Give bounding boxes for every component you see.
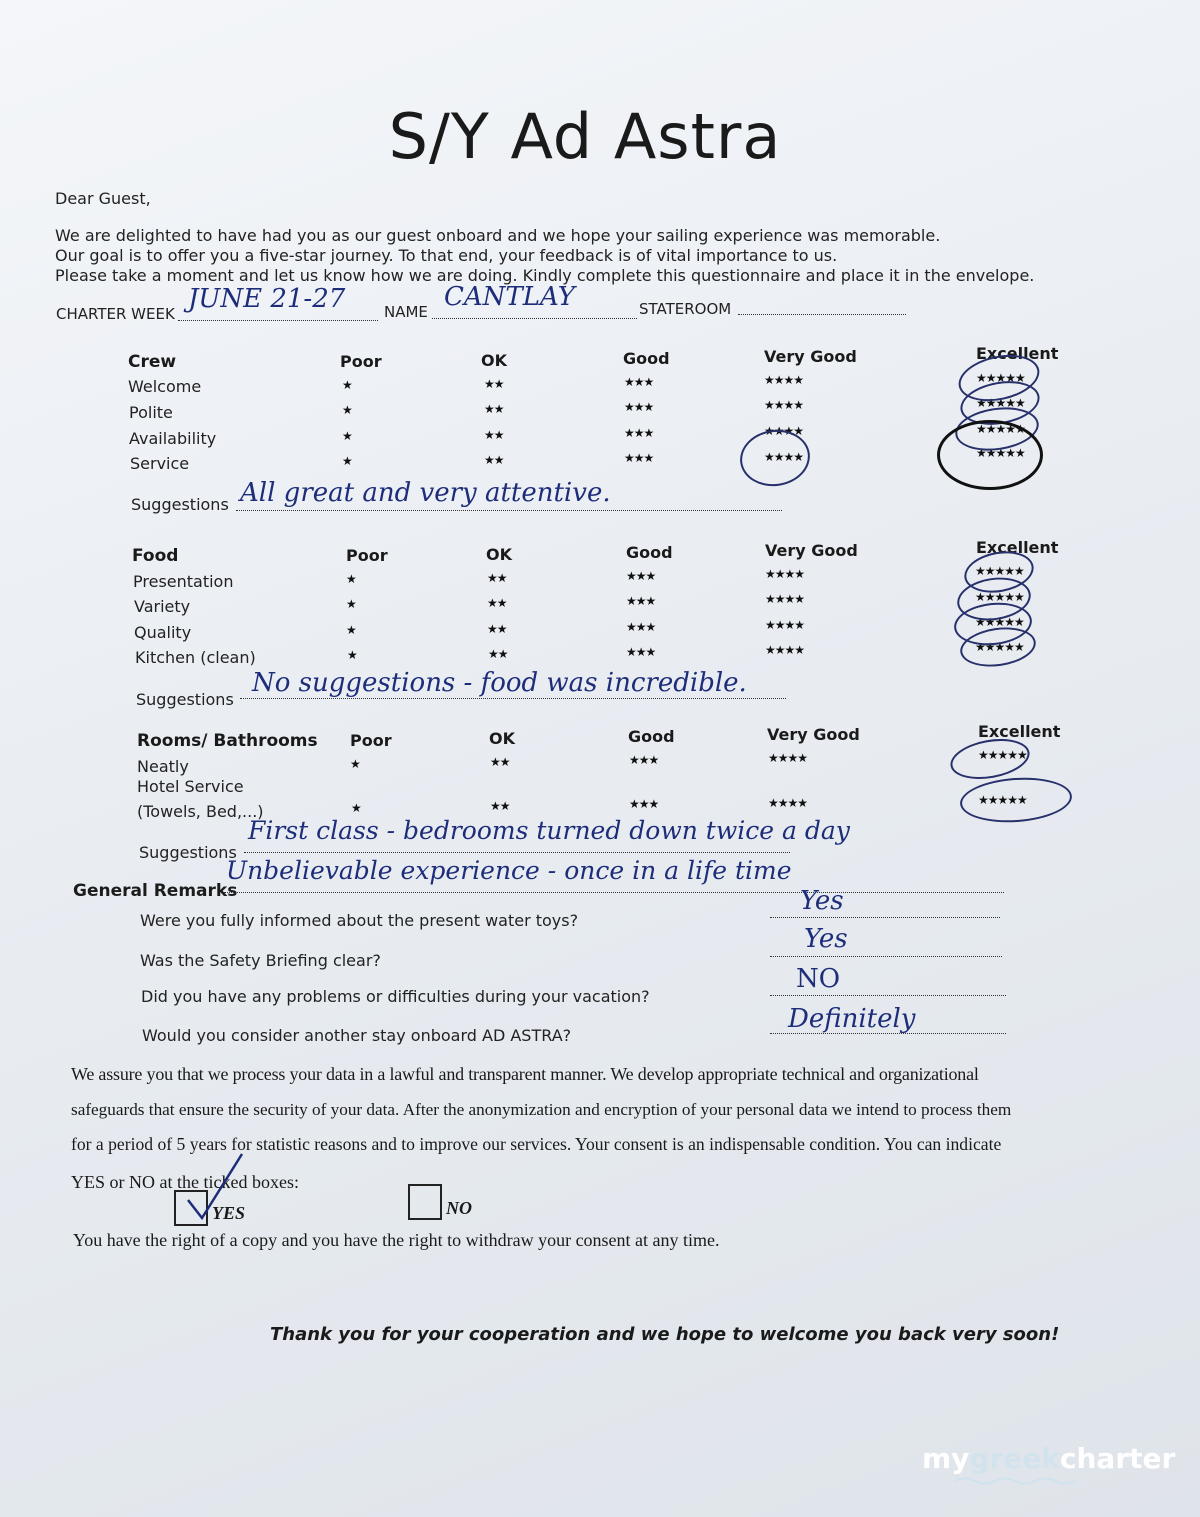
food-item-kitchen: Kitchen (clean) [135, 648, 256, 667]
privacy-line-1: We assure you that we process your data in a lawful and transparent manner. We develop appropriate technical and organizational [71, 1064, 979, 1084]
crew-welcome-excellent[interactable]: ★★★★★ [976, 371, 1025, 385]
answer-safety-briefing-line [770, 956, 1002, 957]
rooms-hotel-service-selection-circle [959, 774, 1074, 826]
name-field[interactable]: CANTLAY [444, 282, 575, 312]
answer-stay-again[interactable]: Definitely [788, 1004, 916, 1034]
food-quality-ok[interactable]: ★★ [487, 622, 507, 636]
food-col-good: Good [626, 543, 673, 562]
crew-welcome-poor[interactable]: ★ [342, 378, 352, 392]
rooms-col-poor: Poor [350, 731, 392, 750]
answer-water-toys[interactable]: Yes [800, 886, 844, 916]
question-water-toys: Were you fully informed about the present water toys? [140, 911, 579, 930]
general-remarks-label: General Remarks [73, 881, 238, 901]
crew-welcome-ok[interactable]: ★★ [484, 377, 504, 391]
rooms-hotel-service-very-good[interactable]: ★★★★ [768, 796, 808, 810]
answer-safety-briefing[interactable]: Yes [804, 924, 848, 954]
food-variety-good[interactable]: ★★★ [626, 594, 656, 608]
rooms-col-ok: OK [489, 729, 515, 748]
food-presentation-very-good[interactable]: ★★★★ [765, 567, 805, 581]
answer-problems-line [770, 995, 1006, 996]
food-col-very-good: Very Good [765, 541, 858, 560]
food-kitchen-good[interactable]: ★★★ [626, 645, 656, 659]
crew-col-very-good: Very Good [764, 347, 857, 366]
rooms-col-good: Good [628, 727, 675, 746]
crew-availability-very-good[interactable]: ★★★★ [764, 424, 804, 438]
crew-item-welcome: Welcome [128, 377, 202, 396]
rooms-neatly-ok[interactable]: ★★ [490, 755, 510, 769]
crew-availability-good[interactable]: ★★★ [624, 426, 654, 440]
food-section-title: Food [132, 546, 179, 566]
name-line [432, 318, 637, 319]
thank-you-message: Thank you for your cooperation and we hope to welcome you back very soon! [270, 1324, 1060, 1345]
food-col-ok: OK [486, 545, 512, 564]
crew-availability-ok[interactable]: ★★ [484, 428, 504, 442]
crew-welcome-good[interactable]: ★★★ [624, 375, 654, 389]
food-kitchen-excellent[interactable]: ★★★★★ [975, 640, 1024, 654]
crew-service-very-good[interactable]: ★★★★ [764, 450, 804, 464]
food-col-poor: Poor [346, 546, 388, 565]
charter-week-line [178, 320, 378, 321]
rooms-col-very-good: Very Good [767, 725, 860, 744]
crew-suggestions-line [236, 510, 782, 511]
crew-col-excellent: Excellent [976, 344, 1059, 363]
food-suggestions-label: Suggestions [136, 690, 234, 709]
rooms-item-neatly: Neatly [137, 757, 189, 776]
food-quality-very-good[interactable]: ★★★★ [765, 618, 805, 632]
crew-col-ok: OK [481, 351, 507, 370]
stateroom-field[interactable] [738, 314, 906, 315]
food-variety-poor[interactable]: ★ [346, 597, 356, 611]
food-col-excellent: Excellent [976, 538, 1059, 557]
food-variety-ok[interactable]: ★★ [487, 596, 507, 610]
greeting: Dear Guest, [55, 189, 151, 208]
rooms-neatly-very-good[interactable]: ★★★★ [768, 751, 808, 765]
general-remarks-line [224, 892, 1004, 893]
food-presentation-ok[interactable]: ★★ [487, 571, 507, 585]
logo-wave-icon [955, 1476, 1075, 1486]
consent-no-checkbox[interactable] [408, 1184, 442, 1220]
stateroom-label: STATEROOM [639, 300, 732, 318]
crew-col-good: Good [623, 349, 670, 368]
privacy-line-2: safeguards that ensure the security of your data. After the anonymization and encryption of your personal data we intend to process them [71, 1100, 1012, 1119]
crew-item-service: Service [130, 454, 190, 473]
food-variety-very-good[interactable]: ★★★★ [765, 592, 805, 606]
question-safety-briefing: Was the Safety Briefing clear? [140, 951, 381, 970]
charter-week-label: CHARTER WEEK [56, 305, 175, 323]
crew-item-polite: Polite [129, 403, 173, 422]
food-item-presentation: Presentation [133, 572, 234, 591]
food-presentation-excellent[interactable]: ★★★★★ [975, 564, 1024, 578]
intro-line-1: We are delighted to have had you as our guest onboard and we hope your sailing experience was memorable. [55, 226, 941, 245]
crew-section-title: Crew [128, 352, 177, 372]
withdraw-text: You have the right of a copy and you have the right to withdraw your consent at any time. [73, 1230, 720, 1250]
food-item-quality: Quality [134, 623, 192, 642]
consent-no-label: NO [446, 1198, 472, 1218]
name-label: NAME [384, 303, 428, 321]
question-stay-again: Would you consider another stay onboard AD ASTRA? [142, 1026, 572, 1045]
food-suggestions-field[interactable]: No suggestions - food was incredible. [252, 668, 747, 698]
rooms-hotel-service-ok[interactable]: ★★ [490, 799, 510, 813]
privacy-line-3: for a period of 5 years for statistic reasons and to improve our services. Your consent is an indispensable condition. You can indicate [71, 1134, 1002, 1154]
rooms-neatly-excellent[interactable]: ★★★★★ [978, 748, 1027, 762]
crew-service-ok[interactable]: ★★ [484, 453, 504, 467]
privacy-line-4: YES or NO at the ticked boxes: [71, 1172, 299, 1192]
food-kitchen-ok[interactable]: ★★ [488, 647, 508, 661]
answer-problems[interactable]: NO [796, 964, 841, 994]
crew-availability-poor[interactable]: ★ [342, 429, 352, 443]
crew-suggestions-field[interactable]: All great and very attentive. [240, 478, 611, 508]
rooms-suggestions-label: Suggestions [139, 843, 237, 862]
crew-availability-excellent[interactable]: ★★★★★ [976, 422, 1025, 436]
rooms-hotel-service-excellent[interactable]: ★★★★★ [978, 793, 1027, 807]
crew-polite-poor[interactable]: ★ [342, 403, 352, 417]
logo-part-my: my [922, 1442, 970, 1475]
crew-service-selection-circle [937, 420, 1043, 490]
answer-water-toys-line [770, 917, 1000, 918]
crew-col-poor: Poor [340, 352, 382, 371]
crew-service-good[interactable]: ★★★ [624, 451, 654, 465]
intro-line-2: Our goal is to offer you a five-star journey. To that end, your feedback is of vital importance to us. [55, 246, 838, 265]
crew-item-availability: Availability [129, 429, 217, 448]
intro-line-3: Please take a moment and let us know how we are doing. Kindly complete this questionnaire and place it in the envelope. [55, 266, 1035, 285]
logo-part-greek: greek [969, 1442, 1060, 1475]
food-presentation-poor[interactable]: ★ [346, 572, 356, 586]
rooms-neatly-good[interactable]: ★★★ [629, 753, 659, 767]
rooms-suggestions-field[interactable]: First class - bedrooms turned down twice a day [248, 816, 850, 845]
rooms-hotel-service-good[interactable]: ★★★ [629, 797, 659, 811]
food-item-variety: Variety [134, 597, 191, 616]
consent-yes-label: YES [212, 1203, 246, 1223]
crew-welcome-very-good[interactable]: ★★★★ [764, 373, 804, 387]
food-quality-poor[interactable]: ★ [346, 623, 356, 637]
crew-polite-very-good[interactable]: ★★★★ [764, 398, 804, 412]
crew-service-poor[interactable]: ★ [342, 454, 352, 468]
crew-polite-ok[interactable]: ★★ [484, 402, 504, 416]
rooms-neatly-poor[interactable]: ★ [350, 757, 360, 771]
charter-week-field[interactable]: JUNE 21-27 [188, 284, 346, 314]
food-quality-excellent[interactable]: ★★★★★ [975, 615, 1024, 629]
crew-suggestions-label: Suggestions [131, 495, 229, 514]
question-problems: Did you have any problems or difficulties during your vacation? [141, 987, 650, 1006]
food-variety-excellent[interactable]: ★★★★★ [975, 590, 1024, 604]
rooms-item-towels-bed: (Towels, Bed,...) [137, 802, 264, 821]
mygreekcharter-logo [922, 1442, 1175, 1475]
form-title: S/Y Ad Astra [388, 100, 782, 173]
rooms-suggestions-line [244, 852, 790, 853]
general-remarks-field[interactable]: Unbelievable experience - once in a life time [226, 856, 792, 885]
logo-part-charter: charter [1059, 1442, 1176, 1475]
rooms-section-title: Rooms/ Bathrooms [137, 731, 318, 751]
rooms-col-excellent: Excellent [978, 722, 1061, 741]
crew-polite-excellent[interactable]: ★★★★★ [976, 396, 1025, 410]
food-kitchen-very-good[interactable]: ★★★★ [765, 643, 805, 657]
food-presentation-good[interactable]: ★★★ [626, 569, 656, 583]
food-suggestions-line [240, 698, 786, 699]
rooms-item-hotel-service: Hotel Service [137, 777, 244, 796]
food-kitchen-poor[interactable]: ★ [347, 648, 357, 662]
crew-polite-good[interactable]: ★★★ [624, 400, 654, 414]
rooms-hotel-service-poor[interactable]: ★ [351, 801, 361, 815]
crew-service-excellent[interactable]: ★★★★★ [976, 446, 1025, 460]
food-quality-good[interactable]: ★★★ [626, 620, 656, 634]
